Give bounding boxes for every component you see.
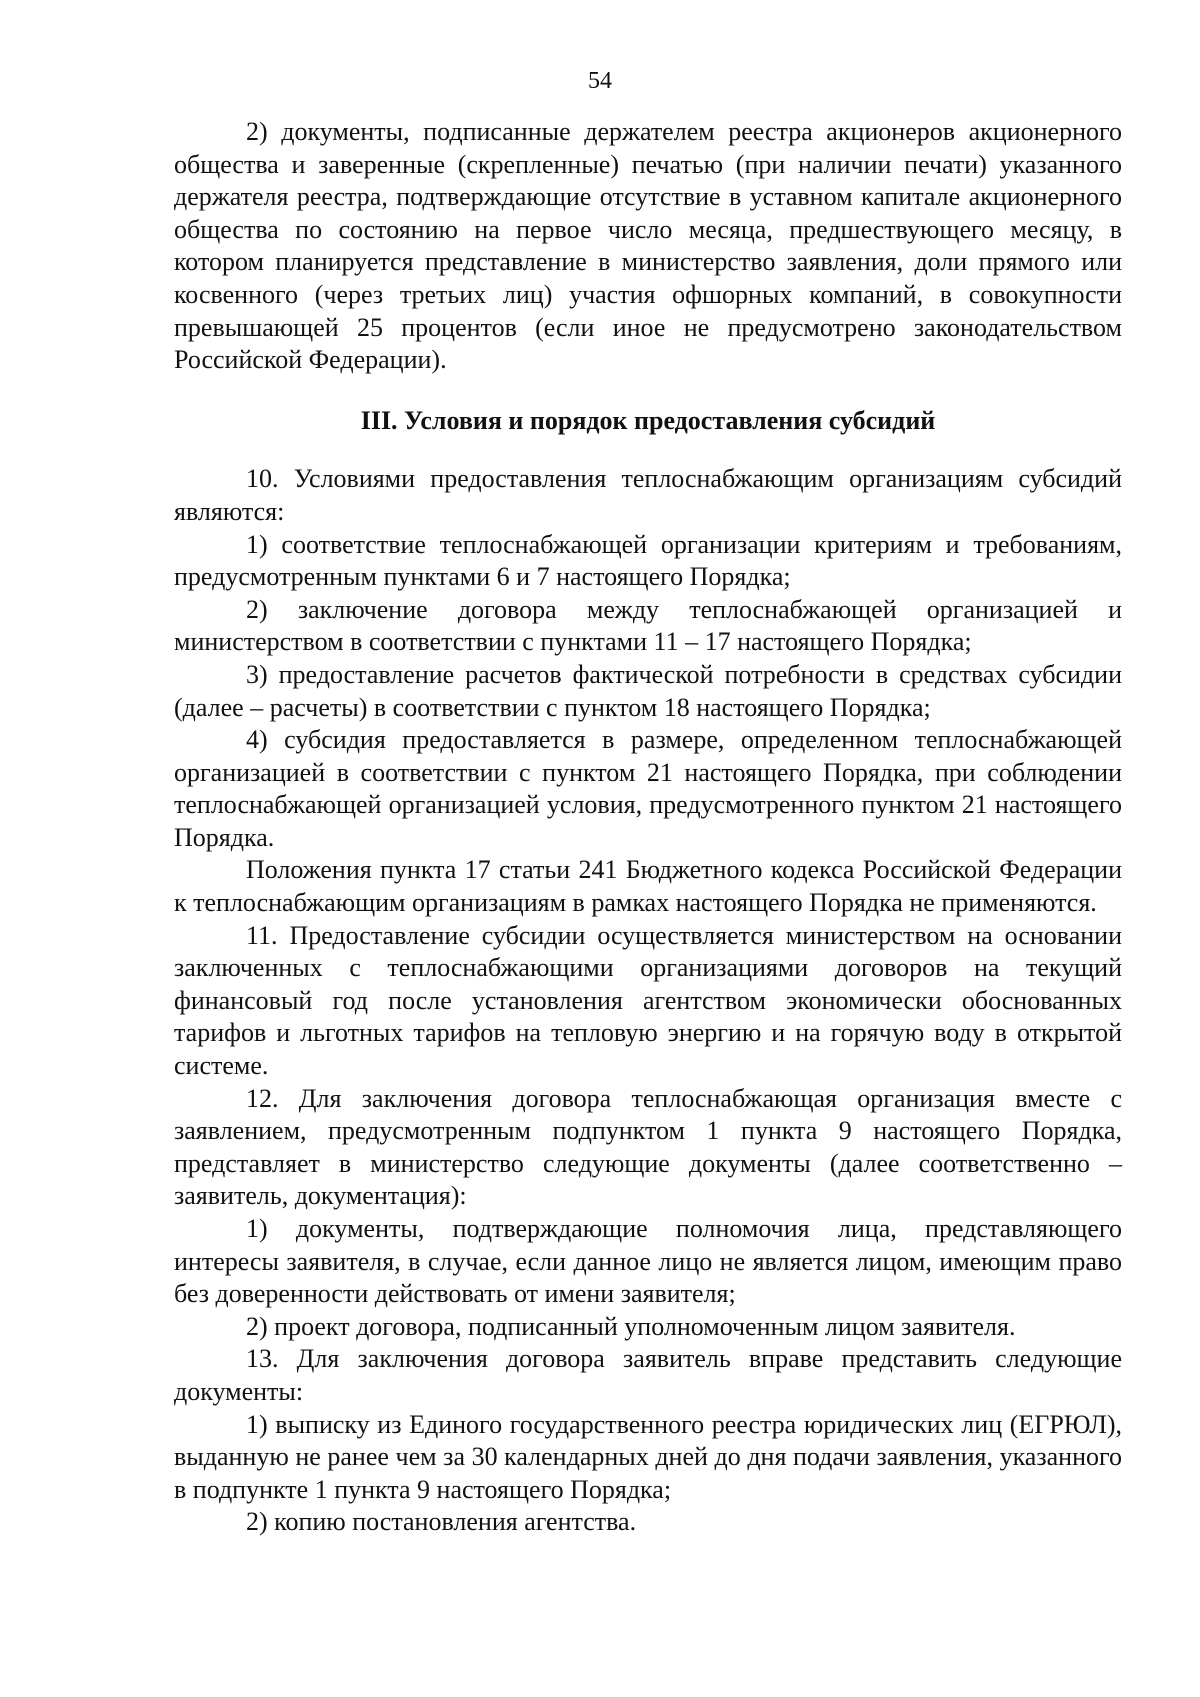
page-number: 54 [588,68,612,94]
paragraph: 1) документы, подтверждающие полномочия лица, представляющего интересы заявителя, в случае, если данное лицо не является лицом, имеющим право без доверенности действовать от имени заявителя; [174,1214,1122,1309]
paragraph: 4) субсидия предоставляется в размере, определенном теплоснабжающей организацией в соответствии с пунктом 21 настоящего Порядка, при соблюдении теплоснабжающей организацией условия, предусмотренного пунктом 21 настоящего Порядка. [174,725,1122,852]
paragraph: 3) предоставление расчетов фактической потребности в средствах субсидии (далее – расчеты) в соответствии с пунктом 18 настоящего Порядка; [174,659,1122,722]
paragraph: Положения пункта 17 статьи 241 Бюджетного кодекса Российской Федерации к теплоснабжающим организациям в рамках настоящего Порядка не применяются. [174,855,1122,918]
paragraph: 2) документы, подписанные держателем реестра акционеров акционерного общества и заверенные (скрепленные) печатью (при наличии печати) указанного держателя реестра, подтверждающие отсутствие в уставном капитале акционерного общества по состоянию на первое число месяца, предшествующего месяцу, в котором планируется представление в министерство заявления, доли прямого или косвенного (через третьих лиц) участия офшорных компаний, в совокупности превышающей 25 процентов (если иное не предусмотрено законодательством Российской Федерации). [174,117,1122,375]
paragraph: 10. Условиями предоставления теплоснабжающим организациям субсидий являются: [174,464,1122,526]
paragraph: 2) заключение договора между теплоснабжающей организацией и министерством в соответствии с пунктами 11 – 17 настоящего Порядка; [174,594,1122,657]
document-body [174,116,1122,1539]
paragraph: 13. Для заключения договора заявитель вправе представить следующие документы: [174,1344,1122,1406]
paragraph: 2) копию постановления агентства. [246,1507,637,1537]
paragraph: 1) соответствие теплоснабжающей организации критериям и требованиям, предусмотренным пунктами 6 и 7 настоящего Порядка; [174,529,1122,592]
paragraph: 1) выписку из Единого государственного реестра юридических лиц (ЕГРЮЛ), выданную не ранее чем за 30 календарных дней до дня подачи заявления, указанного в подпункте 1 пункта 9 настоящего Порядка; [174,1409,1122,1504]
paragraph: 12. Для заключения договора теплоснабжающая организация вместе с заявлением, предусмотренным подпунктом 1 пункта 9 настоящего Порядка, представляет в министерство следующие документы (далее соответственно – заявитель, документация): [174,1083,1122,1211]
paragraph: 11. Предоставление субсидии осуществляется министерством на основании заключенных с теплоснабжающими организациями договоров на текущий финансовый год после установления агентством экономически обоснованных тарифов и льготных тарифов на тепловую энергию и на горячую воду в открытой системе. [174,920,1122,1081]
section-heading: III. Условия и порядок предоставления субсидий [360,405,936,435]
paragraph: 2) проект договора, подписанный уполномоченным лицом заявителя. [246,1311,1016,1341]
